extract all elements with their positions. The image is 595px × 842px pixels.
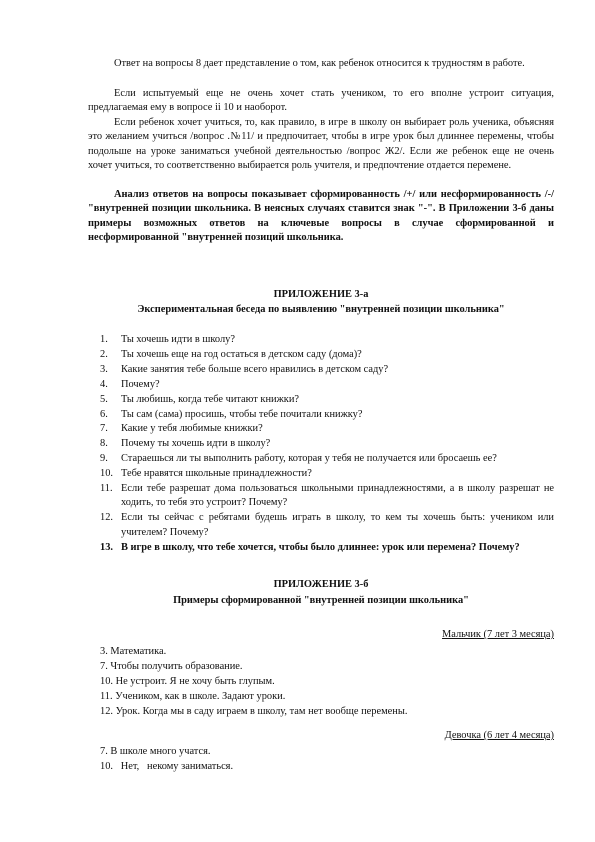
list-item (100, 437, 554, 451)
list-item: 12. Урок. Когда мы в саду играем в школу, там нет вообще перемены. (100, 706, 408, 717)
question-number: 6. (100, 408, 108, 420)
list-item: 7. Чтобы получить образование. (100, 661, 243, 672)
question-text: Почему? (121, 378, 160, 390)
question-number: 12. (100, 512, 113, 524)
question-number: 11. (100, 483, 113, 495)
intro-paragraph-2: Если испытуемый еще не очень хочет стать учеником, то его вполне устроит ситуация, предлагаемая ему в вопросе ii 10 и наоборот. (88, 88, 554, 114)
question-number: 9. (100, 453, 108, 465)
question-text: Ты сам (сама) просишь, чтобы тебе почитали книжку? (121, 408, 363, 420)
question-text: Ты хочешь идти в школу? (121, 334, 235, 345)
boy-label: Мальчик (7 лет 3 месяца) (442, 629, 554, 640)
question-text: Ты любишь, когда тебе читают книжки? (121, 393, 300, 405)
list-item (100, 541, 554, 555)
list-item: 7. В школе много учатся. (100, 746, 211, 757)
question-text: Какие у тебя любимые книжки? (121, 423, 263, 435)
intro-paragraph-3: Если ребенок хочет учиться, то, как правило, в игре в школу он выбирает роль ученика, объясняя это желанием учиться /вопрос .№11/ и предпочитает, чтобы в игре урок был длиннее перемены, чтобы подольше на уроке заниматься учебной деятельностью /вопрос Ж2/. Если же ребенок еще не очень хочет учиться, то соответственно выбирается роль учителя, и предпочтение отдается перемене. (88, 117, 554, 172)
question-number: 10. (100, 468, 113, 480)
question-text: Ты хочешь еще на год остаться в детском саду (дома)? (121, 348, 362, 360)
list-item (100, 378, 554, 392)
list-item (100, 393, 554, 407)
boy-answers-list (100, 645, 554, 720)
list-item (100, 511, 554, 540)
questions-list (100, 333, 554, 556)
question-number: 7. (100, 423, 108, 435)
list-item (100, 363, 554, 377)
list-item: 11. Учеником, как в школе. Задают уроки. (100, 691, 286, 702)
list-item (100, 452, 554, 466)
list-item (100, 482, 554, 511)
appendix-b-title: ПРИЛОЖЕНИЕ 3-б (273, 579, 369, 590)
question-text: Какие занятия тебе больше всего нравились в детском саду? (121, 363, 389, 375)
list-item (100, 422, 554, 436)
list-item (100, 408, 554, 422)
question-text: Тебе нравятся школьные принадлежности? (121, 468, 312, 480)
list-item: 10. Не устроит. Я не хочу быть глупым. (100, 676, 275, 687)
list-item: 10. Нет, некому заниматься. (100, 761, 234, 772)
list-item: 3. Математика. (100, 646, 167, 657)
question-number: 5. (100, 393, 108, 405)
question-number: 3. (100, 363, 108, 375)
girl-label: Девочка (6 лет 4 месяца) (444, 730, 554, 741)
question-text: Если ты сейчас с ребятами будешь играть в школу, то кем ты хочешь быть: учеником или учителем? Почему? (121, 512, 554, 538)
question-number: 4. (100, 378, 108, 390)
question-text: Почему ты хочешь идти в школу? (121, 438, 271, 450)
question-number: 13. (100, 541, 113, 553)
list-item (100, 348, 554, 362)
question-number: 8. (100, 438, 108, 450)
appendix-a-subtitle: Экспериментальная беседа по выявлению "внутренней позиции школьника" (137, 304, 505, 315)
question-number: 2. (100, 348, 108, 360)
list-item (100, 467, 554, 481)
appendix-a-title: ПРИЛОЖЕНИЕ 3-а (273, 289, 369, 300)
girl-answers-list (100, 745, 554, 775)
intro-paragraph-4: Анализ ответов на вопросы показывает сформированность /+/ или несформированность /-/ "внутренней позиции школьника. В неясных случаях ставится знак "-". В Приложении 3-б даны примеры возможных ответов на ключевые вопросы в случае сформированной и несформированной "внутренней позиций школьника. (88, 189, 554, 244)
question-text: В игре в школу, что тебе хочется, чтобы было длиннее: урок или перемена? Почему? (121, 541, 520, 553)
intro-paragraph-1: Ответ на вопросы 8 дает представление о том, как ребенок относится к трудностям в работе. (114, 58, 525, 69)
question-text: Стараешься ли ты выполнить работу, которая у тебя не получается или бросаешь ее? (121, 453, 497, 465)
list-item (100, 333, 554, 347)
question-number: 1. (100, 334, 108, 345)
question-text: Если тебе разрешат дома пользоваться школьными принадлежностями, а в школу разрешат не ходить, то тебя это устроит? Почему? (121, 483, 554, 509)
appendix-b-subtitle: Примеры сформированной "внутренней позиции школьника" (173, 595, 469, 606)
